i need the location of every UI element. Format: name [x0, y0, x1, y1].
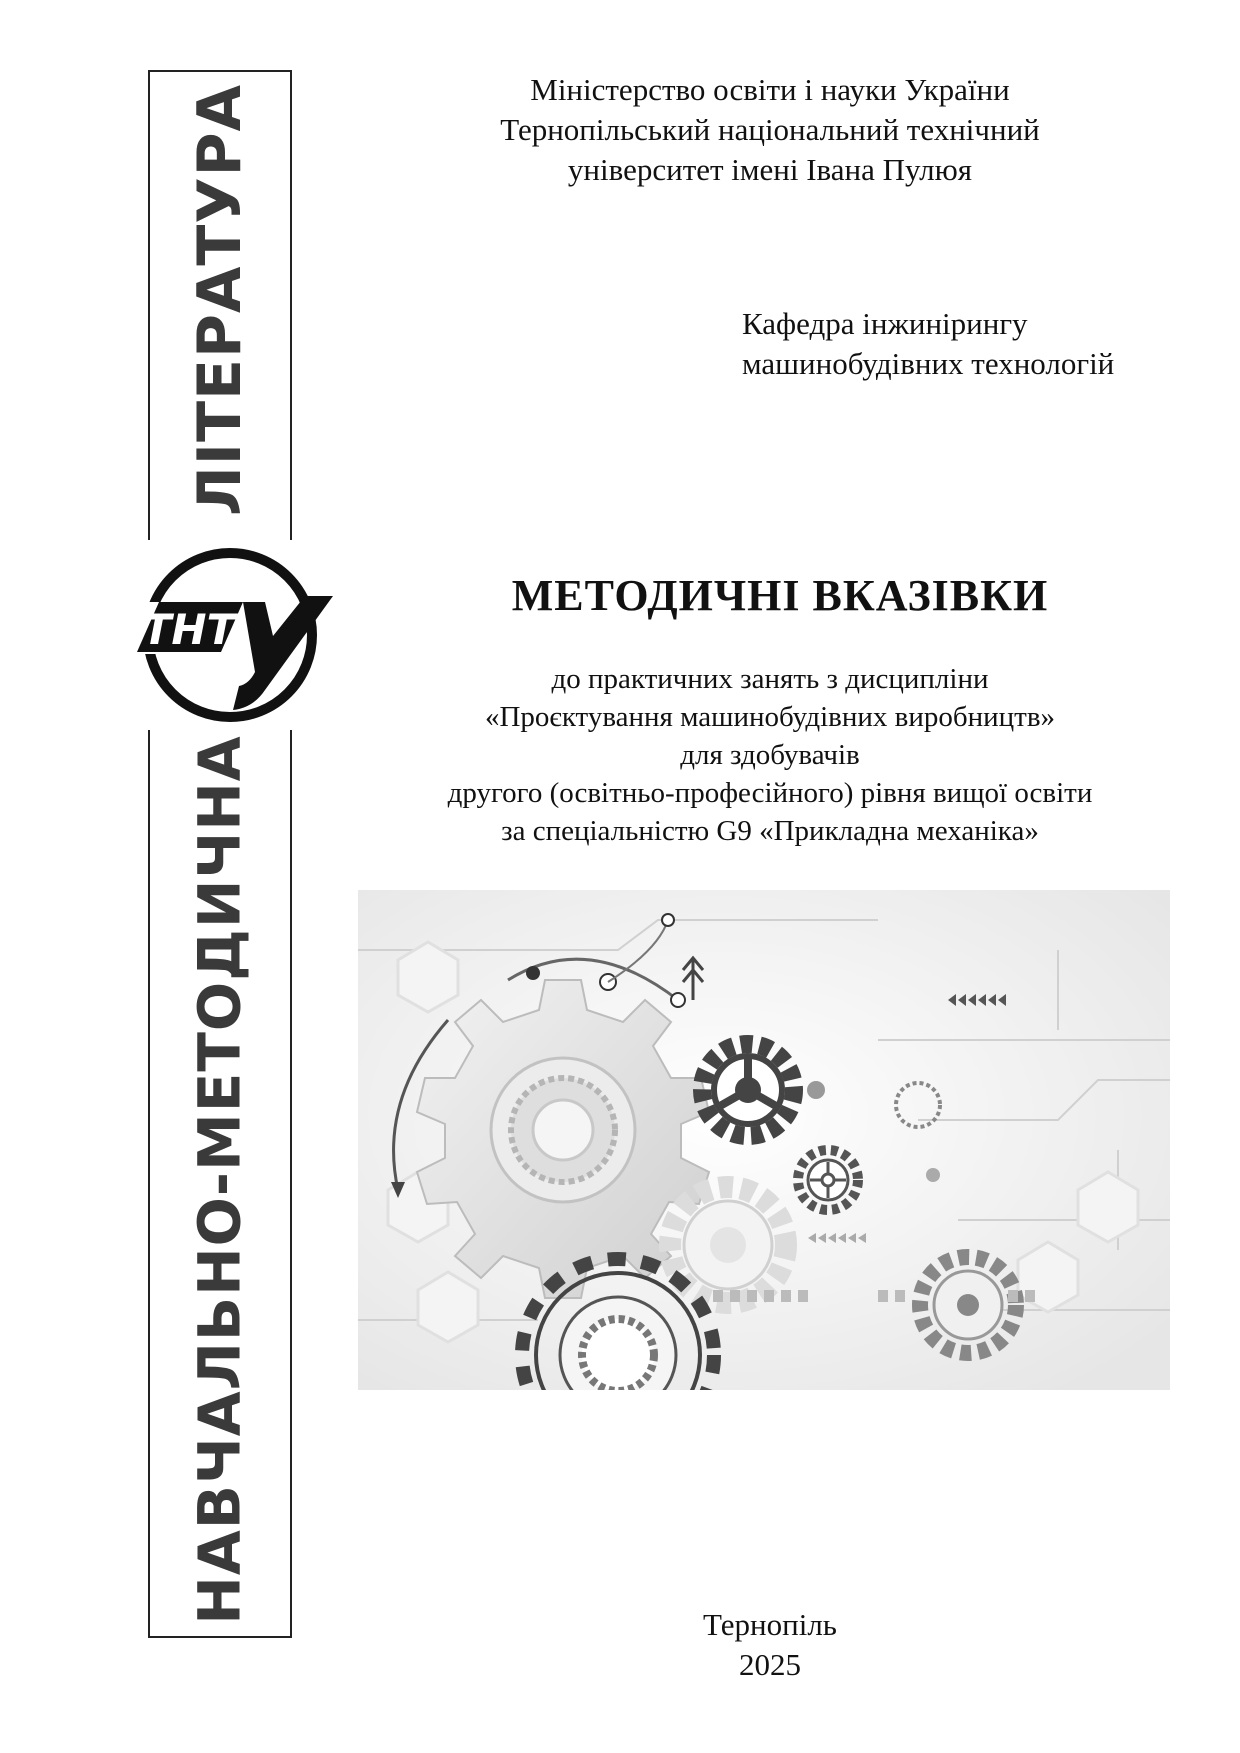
sidebar-top-label: ЛІТЕРАТУРА: [185, 83, 255, 517]
department-name-line: машинобудівних технологій: [742, 346, 1115, 381]
university-logo: [115, 540, 345, 730]
subtitle-level-line: другого (освітньо-професійного) рівня вищої освіти: [447, 777, 1093, 809]
sidebar-top-label-wrap: [158, 80, 282, 520]
city: Тернопіль: [703, 1607, 837, 1642]
subtitle-line: до практичних занять з дисципліни: [551, 663, 989, 695]
document-title: МЕТОДИЧНІ ВКАЗІВКИ: [511, 571, 1049, 620]
subtitle-line: для здобувачів: [680, 739, 860, 771]
department-block: [742, 304, 1162, 384]
university-name-line: університет імені Івана Пулюя: [567, 152, 973, 187]
svg-text:ТНТ: ТНТ: [142, 605, 236, 654]
university-line: Тернопільський національний технічний: [500, 112, 1040, 147]
document-subtitle: [360, 660, 1180, 850]
sidebar-bottom-label-wrap: [158, 735, 282, 1625]
gears-illustration: [358, 890, 1170, 1390]
imprint: [620, 1605, 920, 1685]
ministry-header: [430, 70, 1110, 190]
tntu-logo-icon: [115, 540, 345, 730]
department-line: Кафедра інжинірингу: [742, 306, 1028, 341]
subtitle-course-line: «Проєктування машинобудівних виробництв»: [484, 701, 1056, 733]
year: 2025: [739, 1647, 801, 1682]
ministry-line: Міністерство освіти і науки України: [530, 72, 1010, 107]
sidebar-bottom-label: НАВЧАЛЬНО-МЕТОДИЧНА: [186, 735, 254, 1625]
subtitle-specialty-line: за спеціальністю G9 «Прикладна механіка»: [501, 815, 1039, 847]
gears-icon: [358, 890, 1170, 1390]
